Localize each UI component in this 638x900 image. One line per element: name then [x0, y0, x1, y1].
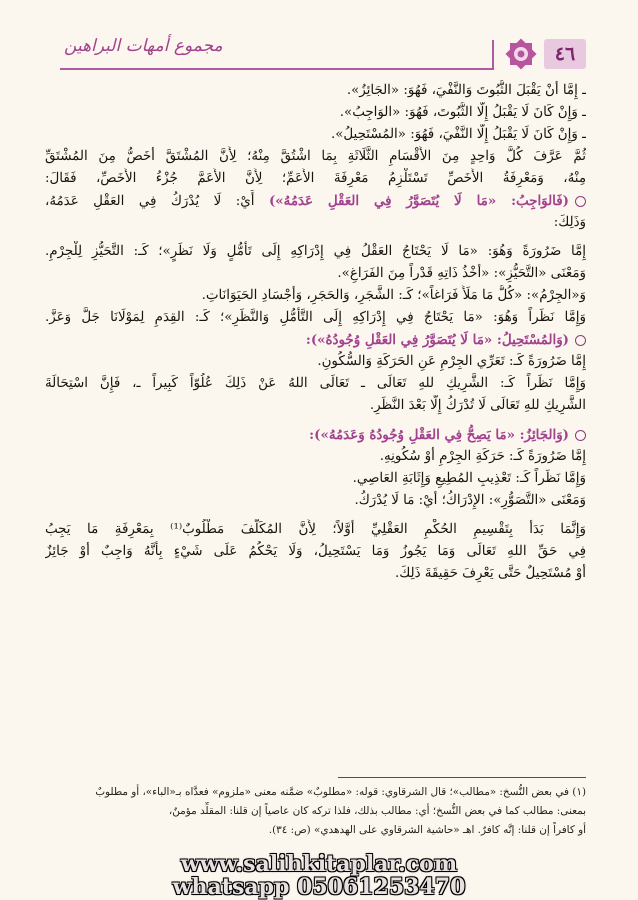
text-line: أَوْ مُسْتَحِيلٌ حَتَّى يَعْرِفَ حَقِيقَةَ ذَلِكَ.	[394, 566, 586, 581]
mustahil-heading	[45, 329, 586, 351]
watermark-url: www.salihkitaplar.com	[180, 851, 458, 877]
text-line: إِمَّا ضَرُورَةً وَهُوَ: «مَا لَا يَحْتَاجُ العَقْلُ فِي إِدْرَاكِهِ إِلَى تَأَمُّلٍ وَلَا نَظَرٍ»؛ كَـ: التَّحَيُّزِ لِلْجِرْمِ.	[45, 244, 586, 259]
bullet-circle-icon	[575, 196, 586, 207]
wajib-heading	[45, 190, 586, 212]
wajib-term: (فَالوَاجِبُ: «مَا لَا يُتَصَوَّرُ فِي العَقْلِ عَدَمُهُ»)	[268, 193, 569, 209]
text-line: وَذَلِكَ:	[553, 215, 586, 230]
bullet-circle-icon	[575, 430, 586, 441]
ornament-icon	[504, 37, 538, 71]
footnote-line: بمعنى: مطالب كما في بعض النُّسخ؛ أي: مطالب بذلك، فلذا تركه كان عاصياً إن قلنا: المقلِّد مؤمنٌ،	[168, 805, 586, 817]
text-line: إِمَّا ضَرُورَةً كَـ: تَعَرِّي الجِرْمِ عَنِ الحَرَكَةِ وَالسُّكُونِ.	[317, 354, 586, 369]
text-line: إِمَّا ضَرُورَةً كَـ: حَرَكَةِ الجِرْمِ أَوْ سُكُونِهِ.	[379, 449, 586, 464]
wajib-explanation: أَيْ: لَا يُدْرَكُ فِي العَقْلِ عَدَمُهُ،	[45, 194, 255, 209]
text-line: الشَّرِيكِ للهِ تَعَالَى لَا تُدْرَكُ إِلَّا بَعْدَ النَّظَرِ.	[369, 398, 586, 413]
text-line: فِي حَقِّ اللهِ تَعَالَى وَمَا يَجُوزُ وَمَا يَسْتَحِيلُ، وَلَا يَحْكُمُ عَلَى شَيْءٍ بِأَنَّهُ وَاجِبٌ أَوْ جَائِزٌ	[45, 544, 586, 559]
text-line: وَمَعْنَى «التَّحَيُّزِ»: «أَخْذُ ذَاتِهِ قَدْراً مِنَ الفَرَاغِ».	[337, 266, 586, 281]
footnote-text: في بعض النُّسخ: «مطالب»؛ قال الشرقاوي: قوله: «مطلوبٌ» ضمَّنه معنى «ملزوم» فعدَّاه بـ«الباء»، أو مطلوبٌ	[95, 786, 569, 798]
text-line: وَمَعْنَى «التَّصَوُّرِ»: الإِدْرَاكُ؛ أَيْ: مَا لَا يُدْرَكُ.	[354, 493, 586, 508]
page-number: ٤٦	[544, 39, 586, 69]
header-divider	[492, 40, 494, 70]
text-line: وَإِنَّمَا بَدَأَ بِتَقْسِيمِ الحُكْمِ العَقْلِيِّ أَوَّلاً؛ لِأَنَّ المُكَلَّفَ مَطْلُوبٌ⁽¹⁾ بِمَعْرِفَةِ مَا يَجِبُ	[45, 522, 586, 537]
jaiz-term: (وَالجَائِزُ: «مَا يَصِحُّ فِي العَقْلِ وُجُودُهُ وَعَدَمُهُ»):	[309, 427, 569, 443]
footnote-marker: (١)	[572, 786, 586, 798]
text-line: ثُمَّ عَرَّفَ كُلَّ وَاحِدٍ مِنَ الأَقْسَامِ الثَّلَاثَةِ بِمَا اشْتُقَّ مِنْهُ؛ لِأَنَّ المُشْتَقَّ أَخَصُّ مِنَ المُشْتَقِّ	[45, 149, 586, 164]
text-line: ـ إِمَّا أَنْ يَقْبَلَ الثُّبُوتَ وَالنَّفْيَ، فَهُوَ: «الجَائِزُ».	[346, 83, 586, 98]
jaiz-heading	[45, 424, 586, 446]
text-line: وَإِمَّا نَظَراً كَـ: تَعْذِيبِ المُطِيعِ وَإِثَابَةِ العَاصِي.	[352, 471, 586, 486]
mustahil-term: (وَالمُسْتَحِيلُ: «مَا لَا يُتَصَوَّرُ فِي العَقْلِ وُجُودُهُ»):	[305, 332, 569, 348]
footnote-line: أو كافراً إن قلنا: إنَّه كافرٌ. اهـ «حاشية الشرقاوي على الهدهدي» (ص: ٣٤).	[268, 824, 586, 836]
body-text	[45, 80, 586, 585]
footnote	[45, 783, 586, 840]
text-line: وَإِمَّا نَظَراً وَهُوَ: «مَا يَحْتَاجُ فِي إِدْرَاكِهِ إِلَى التَّأَمُّلِ وَالنَّظَرِ»؛ كَـ: القِدَمِ لِمَوْلَانَا جَلَّ وَعَزَّ.	[45, 310, 586, 325]
text-line: ـ وَإِنْ كَانَ لَا يَقْبَلُ إِلَّا النَّفْيَ، فَهُوَ: «المُسْتَحِيلُ».	[330, 127, 586, 142]
bullet-circle-icon	[575, 335, 586, 346]
text-line: وَ«الجِرْمُ»: «كُلُّ مَا مَلَأَ فَرَاغاً»؛ كَـ: الشَّجَرِ، وَالحَجَرِ، وَأَجْسَادِ الحَيَوَانَاتِ.	[201, 288, 586, 303]
footnote-line	[45, 783, 586, 802]
header-rule	[60, 68, 494, 70]
footnote-rule	[338, 777, 586, 778]
text-line: ـ وَإِنْ كَانَ لَا يَقْبَلُ إِلَّا الثُّبُوتَ، فَهُوَ: «الوَاجِبُ».	[339, 105, 586, 120]
text-line: وَإِمَّا نَظَراً كَـ: الشَّرِيكِ للهِ تَعَالَى ـ تَعَالَى اللهُ عَنْ ذَلِكَ عُلُوّاً كَبِيراً ـ، فَإِنَّ اسْتِحَالَةَ	[45, 376, 586, 391]
watermark-phone: whatsapp 05061253470	[172, 874, 466, 900]
book-title: مجموع أمهات البراهين	[64, 36, 223, 56]
text-line: مِنْهُ، وَمَعْرِفَةُ الأَخَصِّ تَسْتَلْزِمُ مَعْرِفَةَ الأَعَمِّ؛ لِأَنَّ الأَعَمَّ جُزْءُ الأَخَصِّ، فَقَالَ:	[45, 171, 586, 186]
